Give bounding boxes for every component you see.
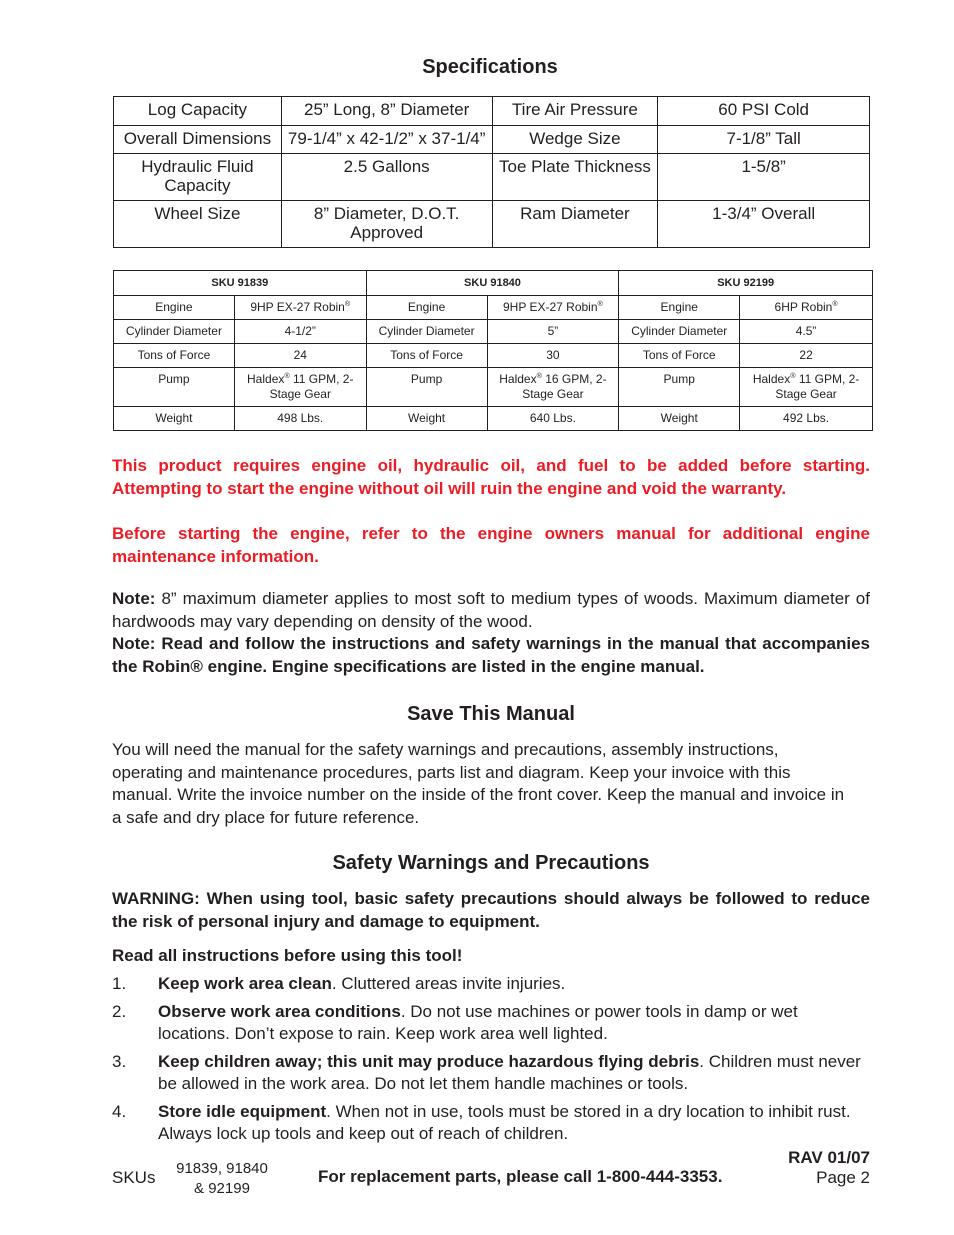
sku-label: Weight: [366, 407, 487, 431]
list-text: Observe work area conditions. Do not use machines or power tools in damp or wet locations. Don’t expose to rain. Keep work area well lighted.: [158, 1001, 798, 1043]
note-label: Note:: [112, 589, 156, 608]
footer-skus-line: 91839, 91840: [176, 1160, 268, 1177]
spec-value: 25” Long, 8” Diameter: [281, 97, 492, 126]
robin-engine-note: Note: Read and follow the instructions and safety warnings in the manual that accompanies the Robin® engine. Engine specifications are listed in the engine manual.: [112, 634, 870, 676]
safety-title: Safety Warnings and Precautions: [332, 852, 650, 874]
safety-list: [112, 973, 870, 1146]
list-number: 3.: [112, 1051, 127, 1071]
spec-value: 1-5/8”: [658, 154, 870, 201]
sku-row-pump: [114, 368, 873, 407]
spec-row: [114, 154, 870, 201]
footer-skus: [162, 1159, 282, 1199]
footer-phone: For replacement parts, please call 1-800-444-3353.: [318, 1167, 723, 1186]
sku-label: Engine: [366, 296, 487, 320]
spec-row: [114, 97, 870, 126]
sku-value: 4-1/2”: [234, 320, 366, 344]
sku-value: Haldex® 11 GPM, 2-Stage Gear: [740, 368, 873, 407]
spec-label: Wheel Size: [114, 201, 282, 248]
sku-value: 6HP Robin®: [740, 296, 873, 320]
engine-manual-warning: Before starting the engine, refer to the engine owners manual for additional engine maintenance information.: [112, 524, 870, 566]
sku-label: Tons of Force: [366, 344, 487, 368]
specifications-title: Specifications: [422, 56, 558, 78]
list-text: Store idle equipment. When not in use, tools must be stored in a dry location to inhibit rust. Always lock up tools and keep out of reach of children.: [158, 1101, 851, 1143]
oil-warning: This product requires engine oil, hydraulic oil, and fuel to be added before starting. Attempting to start the engine without oil will ruin the engine and void the warranty.: [112, 456, 870, 498]
sku-specifications-table: [113, 270, 873, 431]
spec-value: 1-3/4” Overall: [658, 201, 870, 248]
spec-value: 8” Diameter, D.O.T. Approved: [281, 201, 492, 248]
save-manual-text: You will need the manual for the safety warnings and precautions, assembly instructions, operating and maintenance procedures, parts list and diagram. Keep your invoice with this manual. Write the invoice number on the inside of the front cover. Keep the manual and invoice in a safe and dry place for future reference.: [112, 740, 845, 827]
sku-value: 5”: [487, 320, 619, 344]
list-text: Keep children away; this unit may produce hazardous flying debris. Children must never be allowed in the work area. Do not let them handle machines or tools.: [158, 1051, 861, 1093]
sku-label: Tons of Force: [114, 344, 235, 368]
spec-label: Tire Air Pressure: [492, 97, 658, 126]
list-item: [112, 1001, 870, 1046]
sku-label: Weight: [619, 407, 740, 431]
sku-value: 30: [487, 344, 619, 368]
sku-row-weight: [114, 407, 873, 431]
sku-header: SKU 91839: [114, 271, 367, 296]
sku-value: 492 Lbs.: [740, 407, 873, 431]
sku-label: Cylinder Diameter: [366, 320, 487, 344]
safety-warning: WARNING: When using tool, basic safety precautions should always be followed to reduce the risk of personal injury and damage to equipment.: [112, 889, 870, 931]
spec-label: Wedge Size: [492, 126, 658, 154]
sku-value: 4.5”: [740, 320, 873, 344]
sku-header: SKU 91840: [366, 271, 619, 296]
sku-row-engine: [114, 296, 873, 320]
list-number: 2.: [112, 1001, 127, 1021]
sku-label: Pump: [366, 368, 487, 407]
list-number: 1.: [112, 974, 127, 993]
sku-value: 22: [740, 344, 873, 368]
sku-label: Pump: [619, 368, 740, 407]
spec-label: Ram Diameter: [492, 201, 658, 248]
sku-value: 9HP EX-27 Robin®: [234, 296, 366, 320]
sku-value: 640 Lbs.: [487, 407, 619, 431]
spec-label: Log Capacity: [114, 97, 282, 126]
list-item: [112, 1101, 870, 1146]
sku-label: Engine: [114, 296, 235, 320]
spec-label: Hydraulic Fluid Capacity: [114, 154, 282, 201]
sku-value: 24: [234, 344, 366, 368]
spec-value: 2.5 Gallons: [281, 154, 492, 201]
sku-row-force: [114, 344, 873, 368]
footer-skus-line: & 92199: [194, 1180, 250, 1197]
sku-label: Engine: [619, 296, 740, 320]
list-number: 4.: [112, 1101, 127, 1121]
diameter-note: [112, 588, 870, 633]
spec-value: 60 PSI Cold: [658, 97, 870, 126]
sku-label: Cylinder Diameter: [619, 320, 740, 344]
spec-label: Toe Plate Thickness: [492, 154, 658, 201]
list-item: [112, 973, 870, 996]
sku-row-cylinder: [114, 320, 873, 344]
footer-page-number: Page 2: [816, 1168, 870, 1187]
spec-value: 7-1/8” Tall: [658, 126, 870, 154]
footer-revision: RAV 01/07: [788, 1148, 870, 1167]
sku-header-row: [114, 271, 873, 296]
sku-value: 498 Lbs.: [234, 407, 366, 431]
note-text: 8” maximum diameter applies to most soft to medium types of woods. Maximum diameter of hardwoods may vary depending on density of the wood.: [112, 589, 870, 631]
sku-value: 9HP EX-27 Robin®: [487, 296, 619, 320]
list-item: [112, 1051, 870, 1096]
list-text: Keep work area clean. Cluttered areas invite injuries.: [158, 974, 566, 993]
sku-label: Tons of Force: [619, 344, 740, 368]
sku-header: SKU 92199: [619, 271, 873, 296]
sku-value: Haldex® 11 GPM, 2-Stage Gear: [234, 368, 366, 407]
sku-value: Haldex® 16 GPM, 2-Stage Gear: [487, 368, 619, 407]
read-all-instructions: Read all instructions before using this tool!: [112, 946, 463, 965]
spec-value: 79-1/4” x 42-1/2” x 37-1/4”: [281, 126, 492, 154]
spec-row: [114, 201, 870, 248]
spec-label: Overall Dimensions: [114, 126, 282, 154]
sku-label: Cylinder Diameter: [114, 320, 235, 344]
sku-label: Pump: [114, 368, 235, 407]
footer-skus-label: SKUs: [112, 1168, 156, 1187]
save-manual-title: Save This Manual: [407, 703, 575, 725]
sku-label: Weight: [114, 407, 235, 431]
spec-row: [114, 126, 870, 154]
specifications-table: [113, 96, 870, 248]
